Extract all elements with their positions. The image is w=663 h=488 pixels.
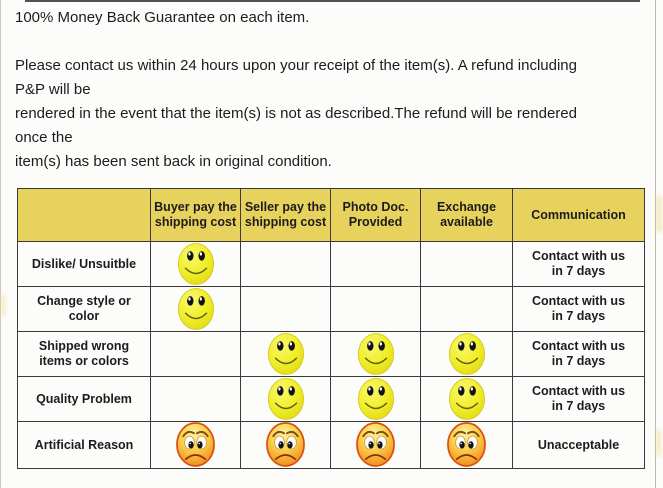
communication-cell — [513, 422, 645, 469]
table-cell — [241, 287, 331, 332]
happy-face-icon — [357, 332, 395, 376]
left-edge-artifact — [0, 0, 1, 488]
table-row — [18, 332, 645, 377]
table-header-row — [18, 189, 645, 242]
table-row — [18, 242, 645, 287]
table-cell — [241, 242, 331, 287]
paragraph-line: Please contact us within 24 hours upon your receipt of the item(s). A refund including — [15, 57, 577, 74]
communication-text: Contact with us in 7 days — [531, 248, 626, 278]
header-cell-photo-doc: Photo Doc. Provided — [331, 189, 421, 242]
sad-face-icon — [265, 421, 306, 468]
table-cell — [421, 287, 513, 332]
communication-text: Contact with us in 7 days — [531, 383, 626, 413]
row-label: Dislike/ Unsuitble — [18, 242, 151, 287]
guarantee-line: 100% Money Back Guarantee on each item. — [15, 9, 310, 26]
table-cell — [151, 287, 241, 332]
table-cell — [151, 422, 241, 469]
happy-face-icon — [267, 377, 305, 421]
table-cell — [421, 377, 513, 422]
table-cell — [241, 377, 331, 422]
happy-face-icon — [448, 332, 486, 376]
communication-cell — [513, 332, 645, 377]
row-label: Shipped wrong items or colors — [18, 332, 151, 377]
table-cell — [331, 332, 421, 377]
table-row — [18, 422, 645, 469]
edge-artifact — [656, 430, 661, 456]
table-cell — [331, 377, 421, 422]
header-cell-communication: Communication — [513, 189, 645, 242]
happy-face-icon — [177, 287, 215, 331]
sad-face-icon — [446, 421, 487, 468]
paragraph-line: rendered in the event that the item(s) is not as described.The refund will be rendered — [15, 105, 577, 122]
header-cell-buyer-pays: Buyer pay the shipping cost — [151, 189, 241, 242]
happy-face-icon — [357, 377, 395, 421]
table-cell — [241, 332, 331, 377]
row-label: Quality Problem — [18, 377, 151, 422]
edge-artifact — [656, 196, 662, 232]
intro-text-block — [15, 8, 650, 174]
sad-face-icon — [175, 421, 216, 468]
header-cell-exchange: Exchange available — [421, 189, 513, 242]
communication-text: Contact with us in 7 days — [531, 293, 626, 323]
communication-text: Contact with us in 7 days — [531, 338, 626, 368]
sad-face-icon — [355, 421, 396, 468]
right-edge-artifact — [655, 0, 656, 488]
header-cell-empty — [18, 189, 151, 242]
paragraph-line: item(s) has been sent back in original condition. — [15, 153, 332, 170]
refund-paragraph — [15, 54, 650, 174]
table-cell — [331, 422, 421, 469]
paragraph-line: P&P will be — [15, 81, 91, 98]
edge-artifact — [1, 295, 5, 317]
table-cell — [331, 242, 421, 287]
table-cell — [241, 422, 331, 469]
table-row — [18, 287, 645, 332]
header-cell-seller-pays: Seller pay the shipping cost — [241, 189, 331, 242]
happy-face-icon — [267, 332, 305, 376]
communication-text: Unacceptable — [537, 438, 620, 452]
top-edge-artifact — [25, 0, 640, 2]
row-label: Artificial Reason — [18, 422, 151, 469]
communication-cell — [513, 377, 645, 422]
table-cell — [421, 242, 513, 287]
table-cell — [421, 332, 513, 377]
table-cell — [331, 287, 421, 332]
table-cell — [151, 332, 241, 377]
table-row — [18, 377, 645, 422]
communication-cell — [513, 242, 645, 287]
refund-policy-table — [17, 188, 645, 469]
happy-face-icon — [177, 242, 215, 286]
paragraph-line: once the — [15, 129, 73, 146]
table-cell — [421, 422, 513, 469]
table-cell — [151, 242, 241, 287]
happy-face-icon — [448, 377, 486, 421]
communication-cell — [513, 287, 645, 332]
row-label: Change style or color — [18, 287, 151, 332]
table-cell — [151, 377, 241, 422]
